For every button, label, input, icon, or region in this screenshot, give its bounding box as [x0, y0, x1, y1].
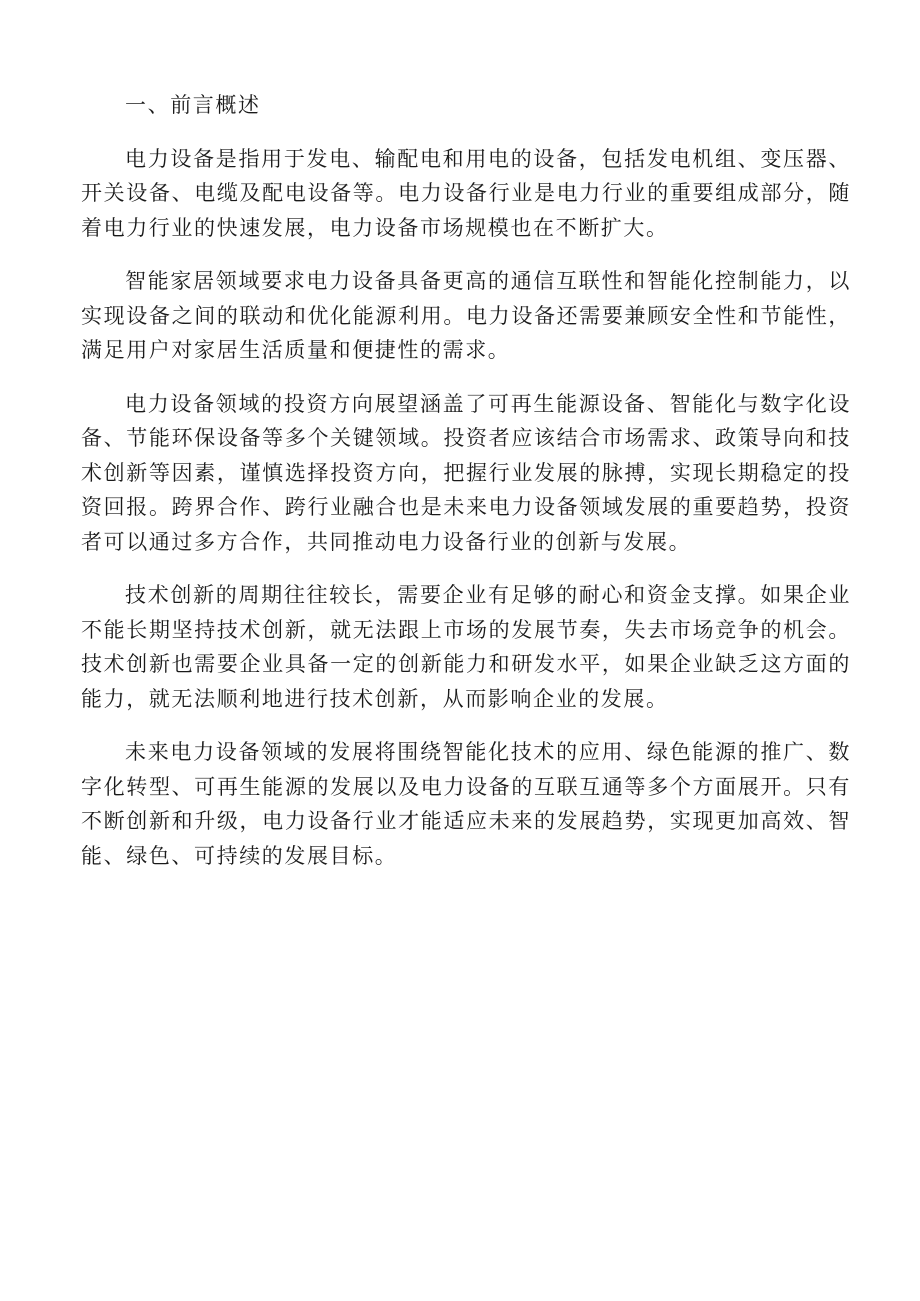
document-body	[81, 88, 851, 892]
paragraph-3: 电力设备领域的投资方向展望涵盖了可再生能源设备、智能化与数字化设备、节能环保设备等多个关键领域。投资者应该结合市场需求、政策导向和技术创新等因素，谨慎选择投资方向，把握行业发展的脉搏，实现长期稳定的投资回报。跨界合作、跨行业融合也是未来电力设备领域发展的重要趋势，投资者可以通过多方合作，共同推动电力设备行业的创新与发展。	[81, 391, 851, 554]
paragraph-4: 技术创新的周期往往较长，需要企业有足够的耐心和资金支撑。如果企业不能长期坚持技术创新，就无法跟上市场的发展节奏，失去市场竞争的机会。技术创新也需要企业具备一定的创新能力和研发水平，如果企业缺乏这方面的能力，就无法顺利地进行技术创新，从而影响企业的发展。	[81, 583, 851, 711]
paragraph-1: 电力设备是指用于发电、输配电和用电的设备，包括发电机组、变压器、开关设备、电缆及配电设备等。电力设备行业是电力行业的重要组成部分，随着电力行业的快速发展，电力设备市场规模也在不断扩大。	[81, 146, 851, 240]
paragraph-5: 未来电力设备领域的发展将围绕智能化技术的应用、绿色能源的推广、数字化转型、可再生能源的发展以及电力设备的互联互通等多个方面展开。只有不断创新和升级，电力设备行业才能适应未来的发展趋势，实现更加高效、智能、绿色、可持续的发展目标。	[81, 740, 851, 868]
section-heading: 一、前言概述	[125, 93, 261, 117]
paragraph-2: 智能家居领域要求电力设备具备更高的通信互联性和智能化控制能力，以实现设备之间的联动和优化能源利用。电力设备还需要兼顾安全性和节能性，满足用户对家居生活质量和便捷性的需求。	[81, 269, 851, 362]
